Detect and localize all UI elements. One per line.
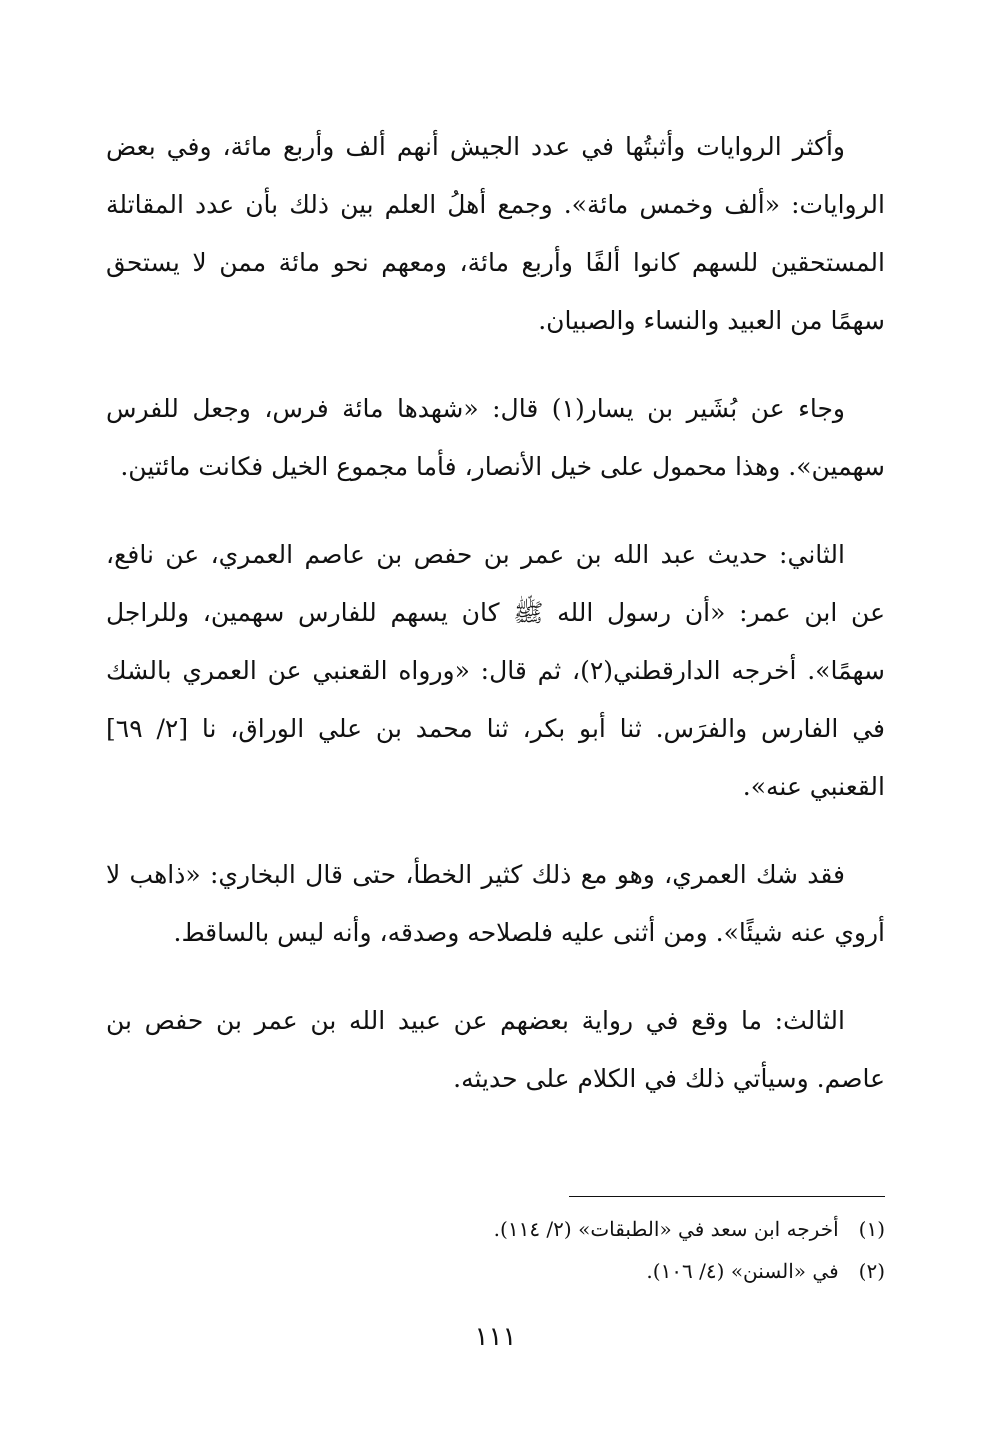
footnote-text: في «السنن» (٤/ ١٠٦).	[646, 1259, 839, 1283]
paragraph-bushayr	[106, 380, 885, 496]
paragraph-text: فقد شك العمري، وهو مع ذلك كثير الخطأ، حتى قال البخاري: «ذاهب لا أروي عنه شيئًا». ومن أثنى عليه فلصلاحه وصدقه، وأنه ليس بالساقط.	[106, 860, 885, 947]
paragraph-third	[106, 992, 885, 1108]
main-text	[106, 118, 885, 1138]
paragraph-umari-doubt	[106, 846, 885, 962]
footnotes	[285, 1208, 885, 1292]
footnote-divider	[569, 1196, 885, 1197]
paragraph-text: وجاء عن بُشَير بن يسار(١) قال: «شهدها مائة فرس، وجعل للفرس سهمين». وهذا محمول على خيل الأنصار، فأما مجموع الخيل فكانت مائتين.	[106, 394, 885, 481]
paragraph-text: الثالث: ما وقع في رواية بعضهم عن عبيد الله بن عمر بن حفص بن عاصم. وسيأتي ذلك في الكلام على حديثه.	[106, 1006, 885, 1093]
footnote-number: (١)	[858, 1217, 885, 1241]
footnote-number: (٢)	[858, 1259, 885, 1283]
paragraph-army-count	[106, 118, 885, 350]
footnote-1	[285, 1208, 885, 1250]
footnote-2	[285, 1250, 885, 1292]
page-number: ١١١	[474, 1322, 517, 1352]
footnote-text: أخرجه ابن سعد في «الطبقات» (٢/ ١١٤).	[493, 1217, 839, 1241]
paragraph-text: الثاني: حديث عبد الله بن عمر بن حفص بن عاصم العمري، عن نافع، عن ابن عمر: «أن رسول الله ﷺ كان يسهم للفارس سهمين، وللراجل سهمًا». أخرجه الدارقطني(٢)، ثم قال: «ورواه القعنبي عن العمري بالشك في الفارس والفرَس. ثنا أبو بكر، ثنا محمد بن علي الوراق، نا [٢/ ٦٩] القعنبي عنه».	[106, 540, 886, 801]
paragraph-second	[106, 526, 885, 816]
paragraph-text: وأكثر الروايات وأثبتُها في عدد الجيش أنهم ألف وأربع مائة، وفي بعض الروايات: «ألف وخمس مائة». وجمع أهلُ العلم بين ذلك بأن عدد المقاتلة المستحقين للسهم كانوا ألفًا وأربع مائة، ومعهم نحو مائة ممن لا يستحق سهمًا من العبيد والنساء والصبيان.	[106, 132, 885, 335]
